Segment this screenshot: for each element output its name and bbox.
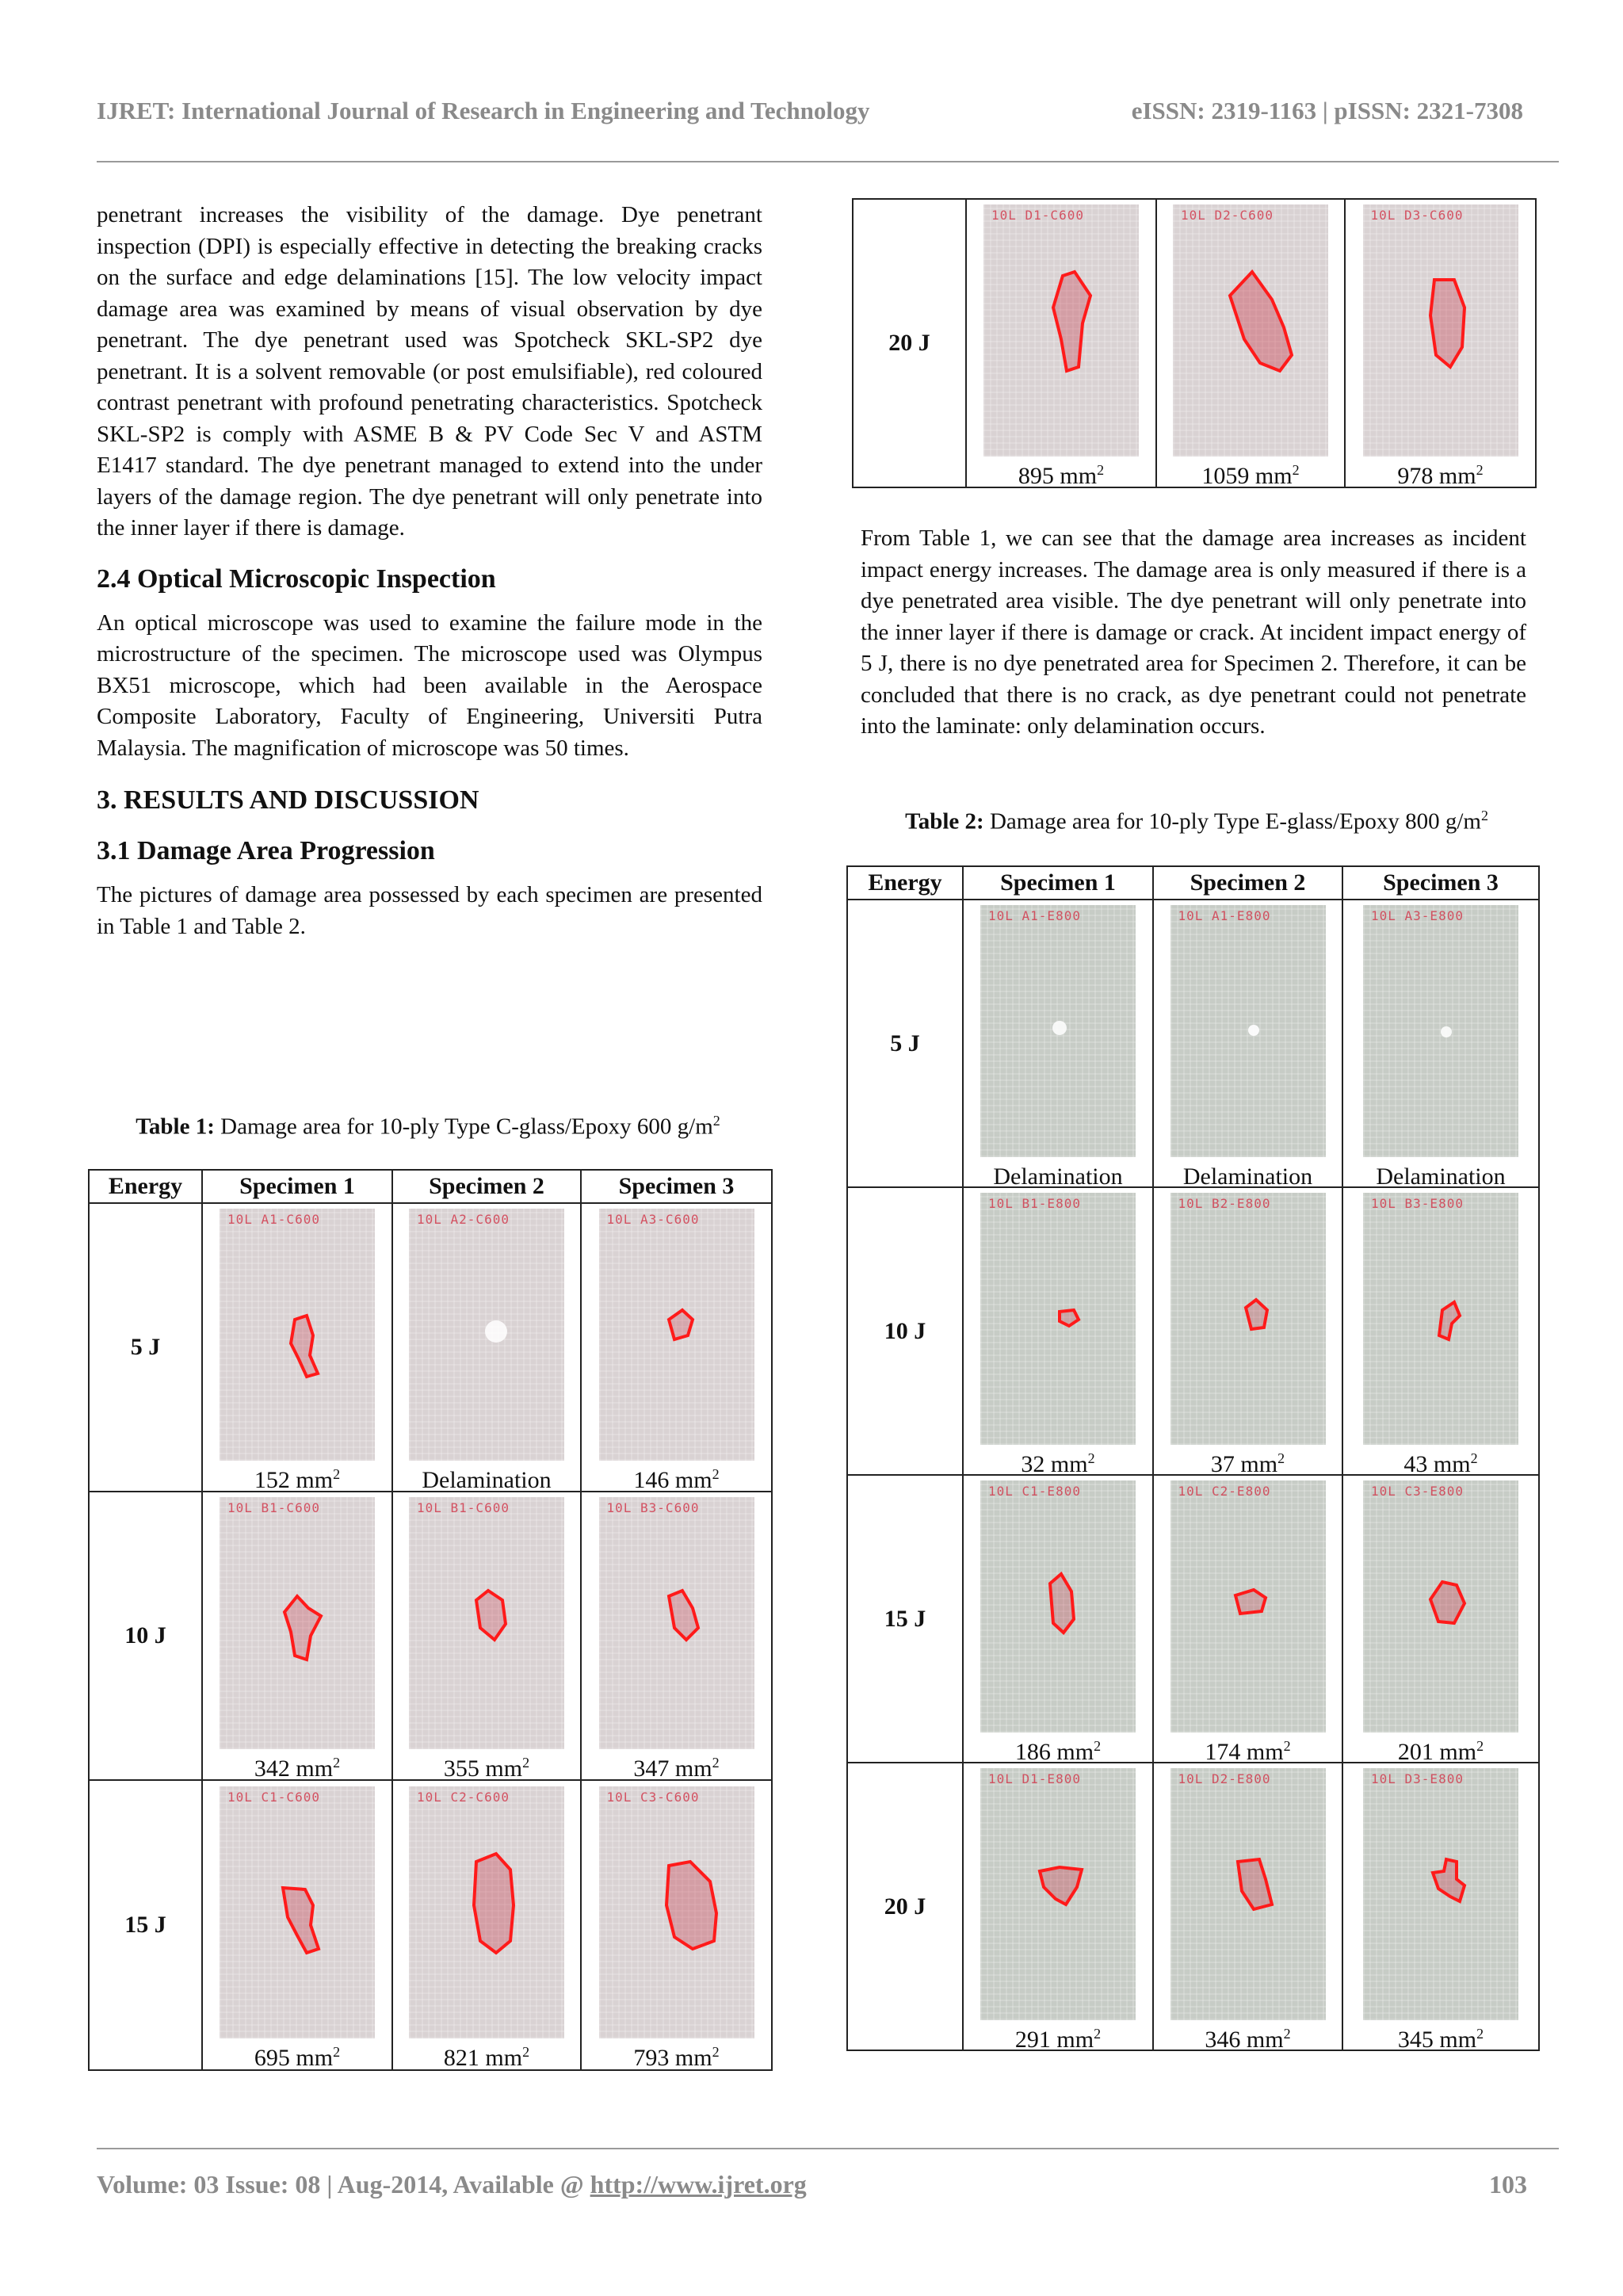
damage-area: 1059 $mm^2$ <box>1201 462 1300 489</box>
damage-area: 37 $mm^2$ <box>1210 1450 1285 1477</box>
journal-title: IJRET: International Journal of Research in Engineering and Technology <box>97 97 870 124</box>
energy-cell: 10 J <box>89 1492 202 1780</box>
specimen-cell <box>1342 900 1539 1190</box>
energy-cell: 20 J <box>853 199 966 487</box>
specimen-photo: 10L A3-E800 <box>1363 905 1518 1157</box>
specimen-cell <box>392 1492 581 1780</box>
damage-area: 342 $mm^2$ <box>254 1755 341 1782</box>
specimen-photo: 10L B3-E800 <box>1363 1193 1518 1445</box>
specimen-cell <box>581 1492 772 1780</box>
specimen-cell <box>963 1763 1153 2053</box>
specimen-cell <box>392 1780 581 2070</box>
table-row <box>847 900 1539 1187</box>
table-row <box>89 1203 772 1492</box>
specimen-cell <box>1345 199 1536 487</box>
specimen-cell <box>202 1203 392 1492</box>
energy-cell: 5 J <box>89 1203 202 1492</box>
header-rule <box>97 161 1559 162</box>
table2-caption: Table 2: Damage area for 10-ply Type E-glass/Epoxy 800 $g/m^2$ <box>905 808 1488 835</box>
specimen-photo: 10L D3-C600 <box>1363 204 1518 457</box>
volume-info: Volume: 03 Issue: 08 | Aug-2014, Available @ http://www.ijret.org <box>97 2170 807 2199</box>
damage-area: 43 $mm^2$ <box>1403 1450 1478 1477</box>
section-heading-3-1: 3.1 Damage Area Progression <box>97 836 435 865</box>
specimen-cell <box>1342 1763 1539 2053</box>
specimen-cell <box>581 1780 772 2070</box>
specimen-cell <box>1342 1475 1539 1763</box>
specimen-cell <box>1153 900 1342 1190</box>
table2-header-energy: Energy <box>847 866 963 900</box>
damage-area: 32 $mm^2$ <box>1021 1450 1095 1477</box>
table2 <box>846 865 1540 2051</box>
damage-area: Delamination <box>1376 1163 1506 1190</box>
damage-area: 201 $mm^2$ <box>1397 1737 1484 1765</box>
table1-continued <box>852 198 1537 488</box>
energy-cell: 15 J <box>847 1475 963 1763</box>
specimen-cell <box>966 199 1156 487</box>
damage-area: Delamination <box>993 1163 1123 1190</box>
specimen-photo: 10L B2-E800 <box>1170 1193 1326 1445</box>
damage-area: 895 $mm^2$ <box>1018 462 1105 489</box>
table-row <box>847 1763 1539 2050</box>
specimen-photo: 10L D2-C600 <box>1173 204 1328 457</box>
footer-rule <box>97 2148 1559 2149</box>
specimen-photo: 10L B1-C600 <box>220 1497 375 1749</box>
damage-area: 186 $mm^2$ <box>1014 1737 1102 1765</box>
damage-area: 355 $mm^2$ <box>443 1755 530 1782</box>
specimen-photo: 10L B1-C600 <box>409 1497 564 1749</box>
table-row <box>853 199 1536 487</box>
energy-cell: 10 J <box>847 1187 963 1475</box>
specimen-photo: 10L A2-C600 <box>409 1209 564 1461</box>
specimen-cell <box>581 1203 772 1492</box>
specimen-photo: 10L C2-E800 <box>1170 1480 1326 1733</box>
specimen-cell <box>1156 199 1345 487</box>
specimen-photo: 10L A1-E800 <box>1170 905 1326 1157</box>
damage-area: Delamination <box>1182 1163 1313 1190</box>
damage-area: Delamination <box>422 1467 552 1493</box>
table-row <box>89 1492 772 1780</box>
paragraph-intro-tables: The pictures of damage area possessed by each specimen are presented in Table 1 and Table 2. <box>97 882 762 939</box>
section-heading-3: 3. RESULTS AND DISCUSSION <box>97 785 479 815</box>
specimen-photo: 10L D1-E800 <box>980 1768 1136 2020</box>
table1-header-specimen-3: Specimen 3 <box>581 1170 772 1203</box>
specimen-photo: 10L D1-C600 <box>983 204 1139 457</box>
damage-area: 146 $mm^2$ <box>633 1466 720 1493</box>
right-column <box>861 523 1526 743</box>
paragraph-discussion: From Table 1, we can see that the damage area increases as incident impact energy increases. The damage area is only measured if there is a dye penetrated area visible. The dye penetrant will only penetrate into the inner layer if there is damage or crack. At incident impact energy of 5 J, there is no dye penetrated area for Specimen 2. Therefore, it can be concluded that there is no crack, as dye penetrant could not penetrate into the laminate: only delamination occurs. <box>861 525 1526 739</box>
specimen-photo: 10L D3-E800 <box>1363 1768 1518 2020</box>
energy-cell: 5 J <box>847 900 963 1187</box>
specimen-photo: 10L A3-C600 <box>599 1209 754 1461</box>
table1 <box>88 1169 773 2071</box>
specimen-cell <box>963 900 1153 1190</box>
table2-header-specimen-1: Specimen 1 <box>963 866 1153 900</box>
damage-area: 978 $mm^2$ <box>1397 462 1484 489</box>
specimen-cell <box>392 1203 581 1492</box>
specimen-photo: 10L C3-C600 <box>599 1786 754 2038</box>
table2-header-specimen-2: Specimen 2 <box>1153 866 1342 900</box>
damage-area: 291 $mm^2$ <box>1014 2025 1102 2053</box>
issn: eISSN: 2319-1163 | pISSN: 2321-7308 <box>1131 97 1523 124</box>
table1-header-energy: Energy <box>89 1170 202 1203</box>
damage-area: 346 $mm^2$ <box>1205 2025 1291 2053</box>
specimen-photo: 10L D2-E800 <box>1170 1768 1326 2020</box>
table1-header-row <box>89 1170 772 1203</box>
specimen-cell <box>202 1780 392 2070</box>
specimen-cell <box>202 1492 392 1780</box>
table1-caption: Table 1: Damage area for 10-ply Type C-glass/Epoxy 600 $g/m^2$ <box>136 1113 720 1140</box>
specimen-cell <box>1153 1763 1342 2053</box>
paragraph-dpi: penetrant increases the visibility of the damage. Dye penetrant inspection (DPI) is especially effective in detecting the breaking cracks on the surface and edge delaminations [15]. The low velocity impact damage area was examined by means of visual observation by dye penetrant. The dye penetrant used was Spotcheck SKL-SP2 dye penetrant. It is a solvent removable (or post emulsifiable), red coloured contrast penetrant with profound penetrating characteristics. Spotcheck SKL-SP2 is comply with ASME B & PV Code Sec V and ASTM E1417 standard. The dye penetrant managed to extend into the under layers of the damage region. The dye penetrant will only penetrate into the inner layer if there is damage. <box>97 202 762 541</box>
energy-cell: 20 J <box>847 1763 963 2050</box>
specimen-photo: 10L C1-C600 <box>220 1786 375 2038</box>
journal-url-link[interactable]: http://www.ijret.org <box>590 2170 807 2199</box>
specimen-photo: 10L C3-E800 <box>1363 1480 1518 1733</box>
table1-header-specimen-1: Specimen 1 <box>202 1170 392 1203</box>
specimen-photo: 10L A1-E800 <box>980 905 1136 1157</box>
specimen-cell <box>1342 1187 1539 1475</box>
table-row <box>847 1187 1539 1475</box>
damage-area: 347 $mm^2$ <box>633 1755 720 1782</box>
section-heading-2-4: 2.4 Optical Microscopic Inspection <box>97 563 496 594</box>
specimen-photo: 10L A1-C600 <box>220 1209 375 1461</box>
damage-area: 793 $mm^2$ <box>633 2044 720 2071</box>
damage-area: 174 $mm^2$ <box>1205 1737 1291 1765</box>
damage-area: 152 $mm^2$ <box>254 1466 341 1493</box>
table-row <box>89 1780 772 2070</box>
table2-header-specimen-3: Specimen 3 <box>1342 866 1539 900</box>
specimen-photo: 10L B1-E800 <box>980 1193 1136 1445</box>
damage-area: 345 $mm^2$ <box>1397 2025 1484 2053</box>
specimen-photo: 10L C1-E800 <box>980 1480 1136 1733</box>
damage-area: 821 $mm^2$ <box>443 2044 530 2071</box>
specimen-photo: 10L B3-C600 <box>599 1497 754 1749</box>
paragraph-microscope: An optical microscope was used to examine the failure mode in the microstructure of the specimen. The microscope used was Olympus BX51 microscope, which had been available in the Aerospace Composite Laboratory, Faculty of Engineering, Universiti Putra Malaysia. The magnification of microscope was 50 times. <box>97 609 762 761</box>
table2-header-row <box>847 866 1539 900</box>
table-row <box>847 1475 1539 1763</box>
left-column <box>97 200 762 942</box>
damage-area: 695 $mm^2$ <box>254 2044 341 2071</box>
page-number: 103 <box>1489 2170 1527 2199</box>
energy-cell: 15 J <box>89 1780 202 2070</box>
specimen-cell <box>963 1187 1153 1475</box>
specimen-photo: 10L C2-C600 <box>409 1786 564 2038</box>
specimen-cell <box>1153 1187 1342 1475</box>
specimen-cell <box>1153 1475 1342 1763</box>
specimen-cell <box>963 1475 1153 1763</box>
table1-header-specimen-2: Specimen 2 <box>392 1170 581 1203</box>
